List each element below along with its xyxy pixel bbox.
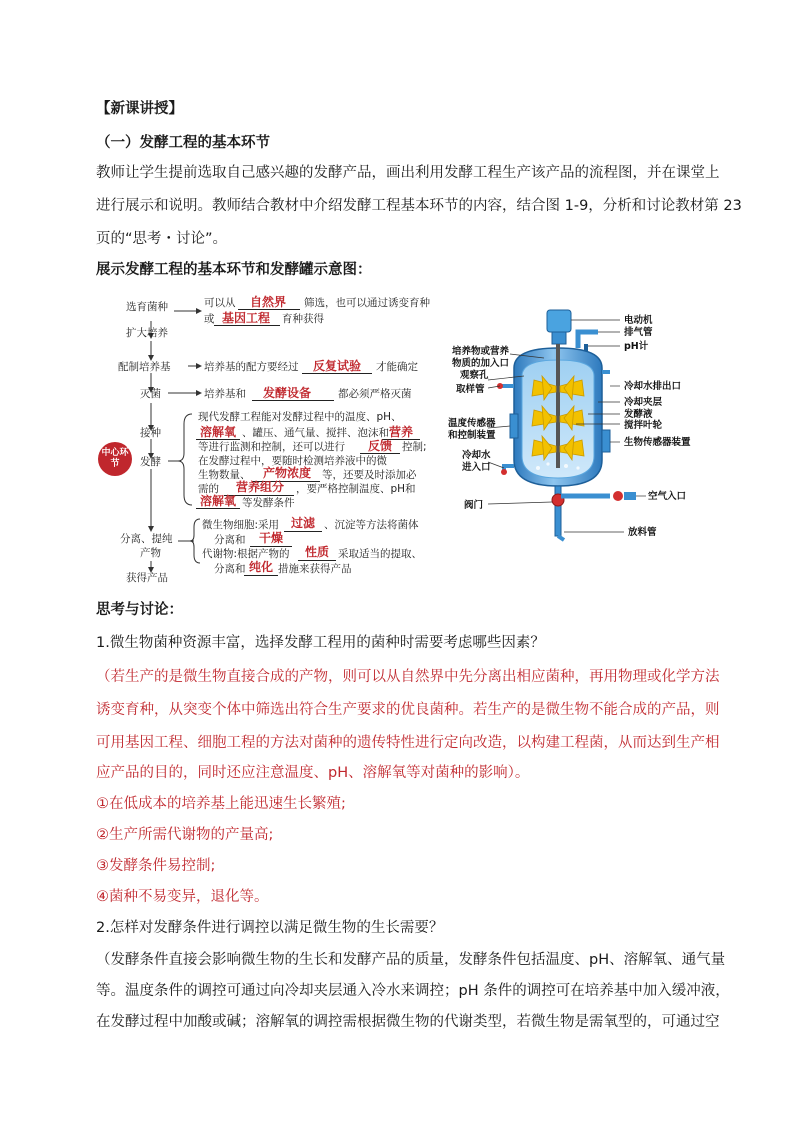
step-select-strain: 选育菌种 xyxy=(126,301,168,313)
note-ferment-1: 现代发酵工程能对发酵过程中的温度、pH、 xyxy=(198,411,402,423)
note-sterilize-b: 都必须严格灭菌 xyxy=(338,388,412,400)
answer-1-line-2: 诱变育种，从突变个体中筛选出符合生产要求的优良菌种。若生产的是微生物不能合成的产品，则 xyxy=(96,702,720,718)
answer-drying: 干燥 xyxy=(258,531,283,545)
question-2: 2.怎样对发酵条件进行调控以满足微生物的生长需要？ xyxy=(96,920,444,936)
answer-equipment: 发酵设备 xyxy=(262,386,311,400)
label-impeller: 搅拌叶轮 xyxy=(624,420,663,431)
label-feed-port-1: 培养物或营养 xyxy=(452,346,510,357)
note-sterilize-a: 培养基和 xyxy=(204,388,246,400)
blank-line xyxy=(298,560,336,561)
blank-line xyxy=(284,531,322,532)
answer-purify: 纯化 xyxy=(248,560,273,574)
intro-line-3: 页的“思考・讨论”。 xyxy=(96,231,228,247)
answer-2-line-3: 在发酵过程中加酸或碱；溶解氧的调控需根据微生物的代谢类型，若微生物是需氧型的，可通过空 xyxy=(96,1014,720,1030)
label-broth: 发酵液 xyxy=(624,409,653,420)
core-step-badge: 中心环节 xyxy=(98,442,132,476)
point-2: ②生产所需代谢物的产量高; xyxy=(96,827,274,843)
label-temp-sensor-2: 和控制装置 xyxy=(448,430,496,441)
note-ferment-4: 在发酵过程中，要随时检测培养液中的微 xyxy=(198,455,387,467)
label-sampling-tube: 取样管 xyxy=(456,384,485,395)
note-sep-4a: 分离和 xyxy=(214,563,246,575)
step-sterilize: 灭菌 xyxy=(140,388,161,400)
label-air-inlet: 空气入口 xyxy=(648,491,687,502)
label-discharge-pipe: 放料管 xyxy=(628,527,657,538)
blank-line xyxy=(252,400,334,401)
label-cooling-inlet-2: 进入口 xyxy=(462,462,491,473)
note-sep-2: 分离和 xyxy=(214,534,246,546)
answer-properties: 性质 xyxy=(304,545,329,559)
blank-line xyxy=(360,453,400,454)
figure-caption: 展示发酵工程的基本环节和发酵罐示意图： xyxy=(96,262,372,278)
label-exhaust: 排气管 xyxy=(624,327,653,338)
label-cooling-outlet: 冷却水排出口 xyxy=(624,381,682,392)
answer-product-concentration: 产物浓度 xyxy=(262,466,311,480)
discussion-title: 思考与讨论： xyxy=(96,602,183,618)
note-select-c: 或 xyxy=(204,313,215,325)
answer-2-line-1: （发酵条件直接会影响微生物的生长和发酵产品的质量，发酵条件包括温度、pH、溶解氧、通气量 xyxy=(96,952,726,968)
answer-1-line-3: 可用基因工程、细胞工程的方法对菌种的遗传特性进行定向改造，以构建工程菌，从而达到生产相 xyxy=(96,735,720,751)
note-medium-a: 培养基的配方要经过 xyxy=(204,361,299,373)
note-ferment-3b: 控制; xyxy=(402,441,427,453)
step-prepare-medium: 配制培养基 xyxy=(118,361,171,373)
label-feed-port-2: 物质的加入口 xyxy=(452,358,510,369)
blank-line xyxy=(214,325,280,326)
note-select-d: 育种获得 xyxy=(282,313,324,325)
step-product: 产物 xyxy=(140,547,161,559)
note-ferment-5b: 等，还要及时添加必 xyxy=(322,469,417,481)
note-ferment-3a: 等进行监测和控制，还可以进行 xyxy=(198,441,345,453)
label-cooling-inlet-1: 冷却水 xyxy=(462,450,491,461)
note-sep-4b: 措施来获得产品 xyxy=(278,563,352,575)
intro-line-2: 进行展示和说明。教师结合教材中介绍发酵工程基本环节的内容，结合图 1-9，分析和讨论教材第 23 xyxy=(96,198,742,214)
step-expand-culture: 扩大培养 xyxy=(126,327,168,339)
answer-repeat-test: 反复试验 xyxy=(312,359,361,373)
answer-nutrients: 营养 xyxy=(388,425,413,439)
answer-filtration: 过滤 xyxy=(290,516,315,530)
answer-2-line-2: 等。温度条件的调控可通过向冷却夹层通入冷水来调控；pH 条件的调控可在培养基中加入缓冲液， xyxy=(96,983,730,999)
label-biosensor: 生物传感器装置 xyxy=(624,437,691,448)
label-valve: 阀门 xyxy=(464,500,484,511)
step-separate: 分离、提纯 xyxy=(120,533,173,545)
step-inoculate: 接种 xyxy=(140,427,161,439)
answer-feedback: 反馈 xyxy=(367,439,392,453)
note-ferment-2: 、罐压、通气量、搅拌、泡沫和 xyxy=(242,427,389,439)
blank-line xyxy=(196,508,240,509)
note-ferment-6b: ，要严格控制温度、pH和 xyxy=(296,483,416,495)
note-select-a: 可以从 xyxy=(204,297,236,309)
point-3: ③发酵条件易控制; xyxy=(96,858,216,874)
answer-dissolved-oxygen: 溶解氧 xyxy=(199,425,236,439)
subsection-heading: （一）发酵工程的基本环节 xyxy=(96,135,270,151)
answer-dissolved-oxygen-2: 溶解氧 xyxy=(199,494,236,508)
label-observation-window: 观察孔 xyxy=(460,370,489,381)
note-sep-3a: 代谢物:根据产物的 xyxy=(202,548,290,560)
blank-line xyxy=(302,373,372,374)
note-select-b: 筛选，也可以通过诱变育种 xyxy=(304,297,430,309)
section-heading: 【新课讲授】 xyxy=(96,101,183,117)
label-temp-sensor-1: 温度传感器 xyxy=(448,418,496,429)
note-ferment-6a: 需的 xyxy=(198,483,219,495)
label-cooling-jacket: 冷却夹层 xyxy=(624,397,663,408)
label-motor: 电动机 xyxy=(624,315,653,326)
answer-nutrient-components: 营养组分 xyxy=(235,480,284,494)
step-ferment: 发酵 xyxy=(140,456,161,468)
answer-nature: 自然界 xyxy=(249,295,286,309)
step-obtain-product: 获得产品 xyxy=(126,572,168,584)
note-sep-1b: 、沉淀等方法将菌体 xyxy=(324,519,419,531)
note-sep-3b: 采取适当的提取、 xyxy=(338,548,422,560)
fermenter-diagram xyxy=(448,296,710,546)
blank-line xyxy=(250,546,292,547)
answer-1-line-4: 应产品的目的，同时还应注意温度、pH、溶解氧等对菌种的影响）。 xyxy=(96,765,530,781)
blank-line xyxy=(244,575,278,576)
note-sep-1a: 微生物细胞:采用 xyxy=(202,519,280,531)
note-medium-b: 才能确定 xyxy=(376,361,418,373)
intro-line-1: 教师让学生提前选取自己感兴趣的发酵产品，画出利用发酵工程生产该产品的流程图，并在课堂上 xyxy=(96,165,720,181)
point-1: ①在低成本的培养基上能迅速生长繁殖; xyxy=(96,796,346,812)
label-ph-meter: pH计 xyxy=(624,341,649,352)
note-ferment-5a: 生物数量、 xyxy=(198,469,251,481)
fermentation-flowchart xyxy=(96,289,460,585)
blank-line xyxy=(238,309,300,310)
blank-line xyxy=(196,439,240,440)
point-4: ④菌种不易变异，退化等。 xyxy=(96,889,269,905)
note-ferment-7: 等发酵条件 xyxy=(242,497,295,509)
answer-1-line-1: （若生产的是微生物直接合成的产物，则可以从自然界中先分离出相应菌种，再用物理或化学方法 xyxy=(96,669,720,685)
answer-genetic-engineering: 基因工程 xyxy=(221,311,270,325)
question-1: 1.微生物菌种资源丰富，选择发酵工程用的菌种时需要考虑哪些因素？ xyxy=(96,635,545,651)
